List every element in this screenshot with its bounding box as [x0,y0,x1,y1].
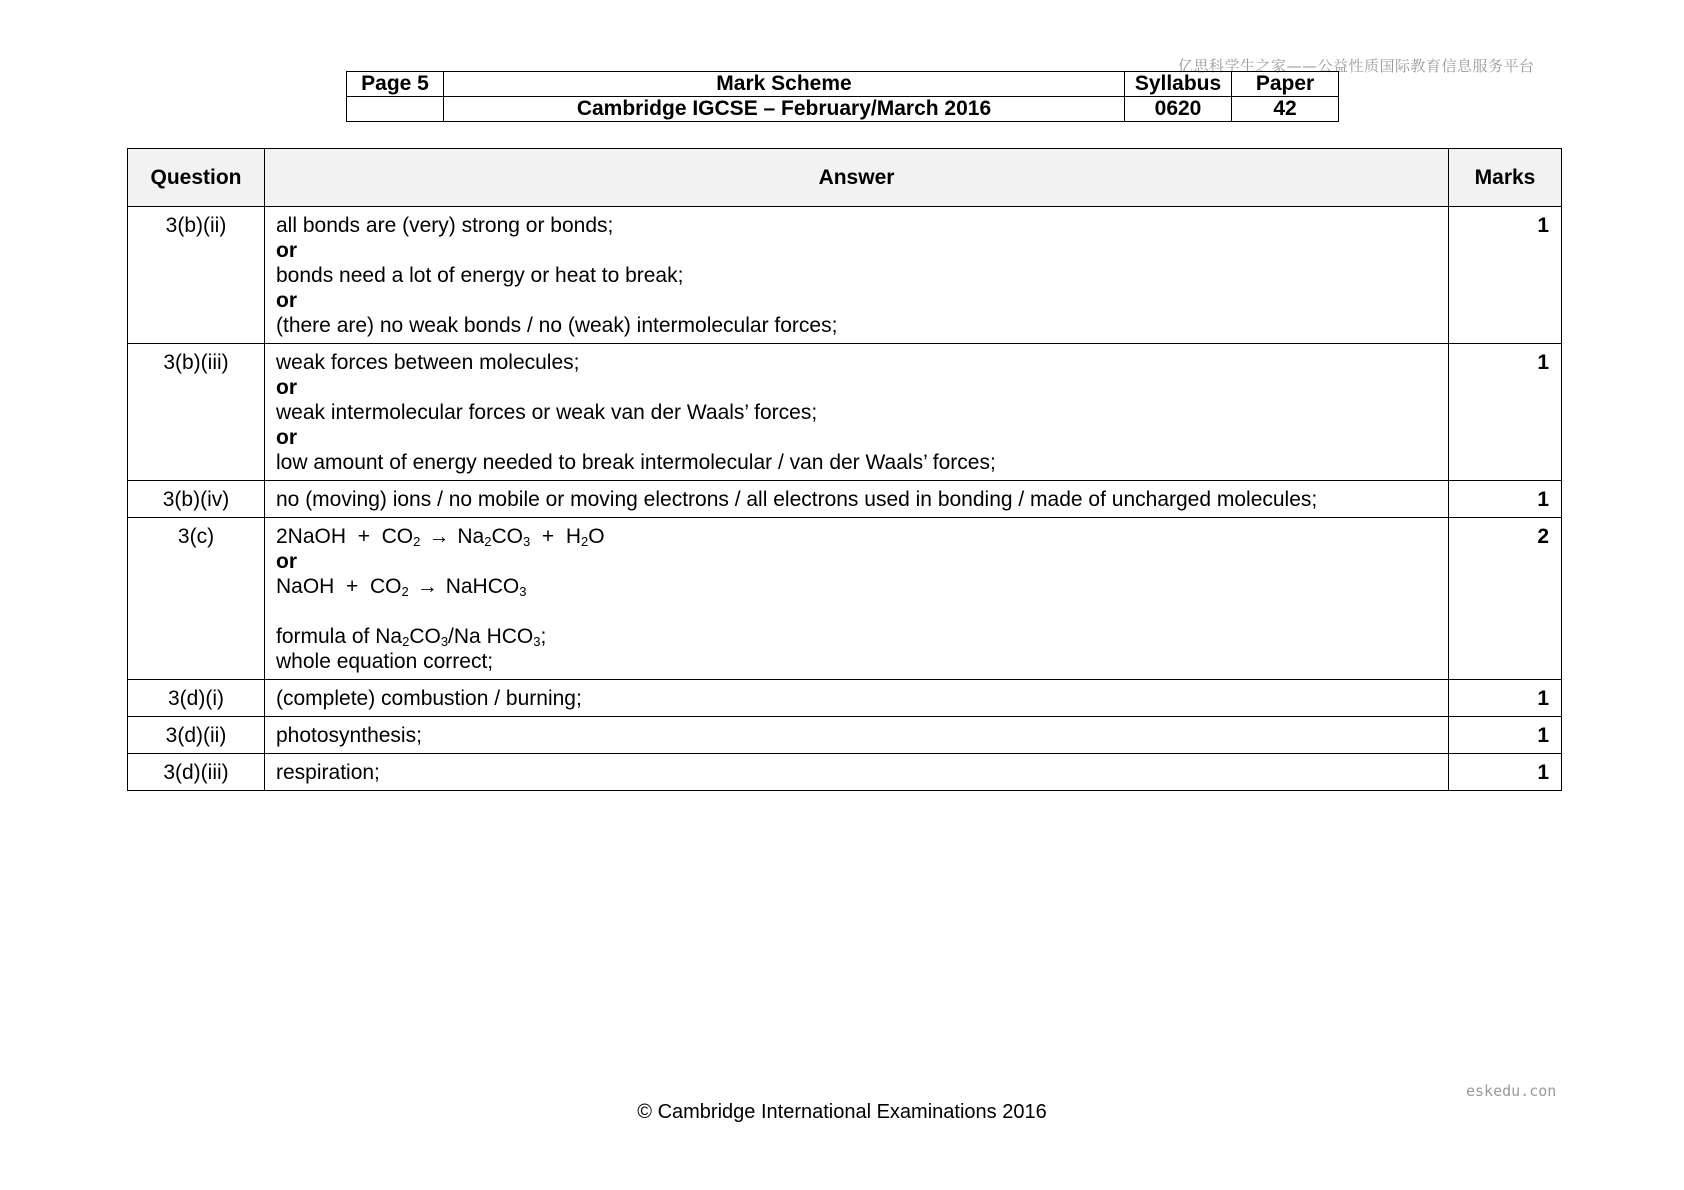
answer-line: no (moving) ions / no mobile or moving electrons / all electrons used in bonding / made of uncharged molecules; [276,488,1318,511]
exam-session-cell: Cambridge IGCSE – February/March 2016 [444,97,1125,122]
subscript: 3 [522,534,531,549]
answer-line: bonds need a lot of energy or heat to break; [276,264,684,287]
paper-number-cell: 42 [1232,97,1339,122]
subscript: 2 [401,584,409,599]
subscript: 2 [484,534,492,549]
or-separator: or [276,426,297,449]
answer-line: weak intermolecular forces or weak van der Waals’ forces; [276,401,818,424]
slash: / [448,625,454,648]
answer-cell [265,207,1449,344]
chem-term: CO [491,525,523,548]
chem-term: Na [375,625,403,648]
chem-term: NaOH [276,575,335,598]
empty-cell [347,97,444,122]
chem-term: formula of [276,625,370,648]
copyright-footer: © Cambridge International Examinations 2016 [637,1101,1047,1123]
semicolon: ; [540,625,547,648]
marks-value: 1 [1449,207,1562,344]
or-separator: or [276,289,297,312]
table-row [128,518,1562,680]
reaction-arrow: → [416,575,438,598]
document-title-cell: Mark Scheme [444,72,1125,97]
page-header-table [346,71,1339,122]
watermark-bottom: eskedu.con [1466,1082,1557,1100]
answer-line: weak forces between molecules; [276,351,580,374]
answer-cell [265,344,1449,481]
table-row [128,344,1562,481]
answer-line: low amount of energy needed to break intermolecular / van der Waals’ forces; [276,451,996,474]
mark-scheme-table [127,148,1562,791]
or-separator: or [276,376,297,399]
answer-cell [265,680,1449,717]
table-row [128,680,1562,717]
chem-term: CO [409,625,441,648]
answer-line: (complete) combustion / burning; [276,687,582,710]
question-number: 3(c) [128,518,265,680]
table-row [128,481,1562,518]
chem-term: 2NaOH [276,525,347,548]
subscript: 2 [402,634,410,649]
marks-value: 1 [1449,717,1562,754]
answer-line: whole equation correct; [276,650,494,673]
question-number: 3(d)(iii) [128,754,265,791]
answer-line: respiration; [276,761,380,784]
marks-column-header: Marks [1449,149,1562,207]
answer-line: photosynthesis; [276,724,422,747]
subscript: 3 [440,634,449,649]
marks-value: 1 [1449,680,1562,717]
subscript: 2 [413,534,421,549]
question-number: 3(b)(iv) [128,481,265,518]
answer-line: all bonds are (very) strong or bonds; [276,214,614,237]
question-number: 3(b)(iii) [128,344,265,481]
answer-cell [265,754,1449,791]
marks-value: 2 [1449,518,1562,680]
marks-value: 1 [1449,754,1562,791]
or-separator: or [276,239,297,262]
formula-mark-point [276,624,1438,649]
chem-term: Na HCO [453,625,534,648]
equation-sodium-hydrogencarbonate [276,574,1438,599]
syllabus-code-cell: 0620 [1125,97,1232,122]
subscript: 3 [519,584,527,599]
chem-term: Na [457,525,485,548]
answer-cell [265,518,1449,680]
paper-label-cell: Paper [1232,72,1339,97]
table-row [128,754,1562,791]
chem-term: CO [369,575,402,598]
chem-term: NaHCO [445,575,520,598]
subscript: 3 [533,634,541,649]
answer-column-header: Answer [265,149,1449,207]
chem-term: O [588,525,605,548]
answer-cell [265,481,1449,518]
page-number-cell: Page 5 [347,72,444,97]
plus-sign: + [541,525,555,548]
blank-line [276,599,1438,624]
table-header-row [128,149,1562,207]
answer-cell [265,717,1449,754]
equation-sodium-carbonate [276,524,1438,549]
watermark-top: 亿思科学生之家——公益性质国际教育信息服务平台 [1178,57,1535,75]
question-column-header: Question [128,149,265,207]
syllabus-label-cell: Syllabus [1125,72,1232,97]
marks-value: 1 [1449,481,1562,518]
question-number: 3(d)(ii) [128,717,265,754]
question-number: 3(b)(ii) [128,207,265,344]
question-number: 3(d)(i) [128,680,265,717]
subscript: 2 [580,534,589,549]
answer-line: (there are) no weak bonds / no (weak) intermolecular forces; [276,314,838,337]
or-separator: or [276,550,297,573]
marks-value: 1 [1449,344,1562,481]
chem-term: H [565,525,581,548]
table-row [128,717,1562,754]
header-row [347,97,1339,122]
chem-term: CO [381,525,414,548]
plus-sign: + [346,575,359,598]
reaction-arrow: → [428,525,450,548]
table-row [128,207,1562,344]
plus-sign: + [357,525,370,548]
header-row [347,72,1339,97]
